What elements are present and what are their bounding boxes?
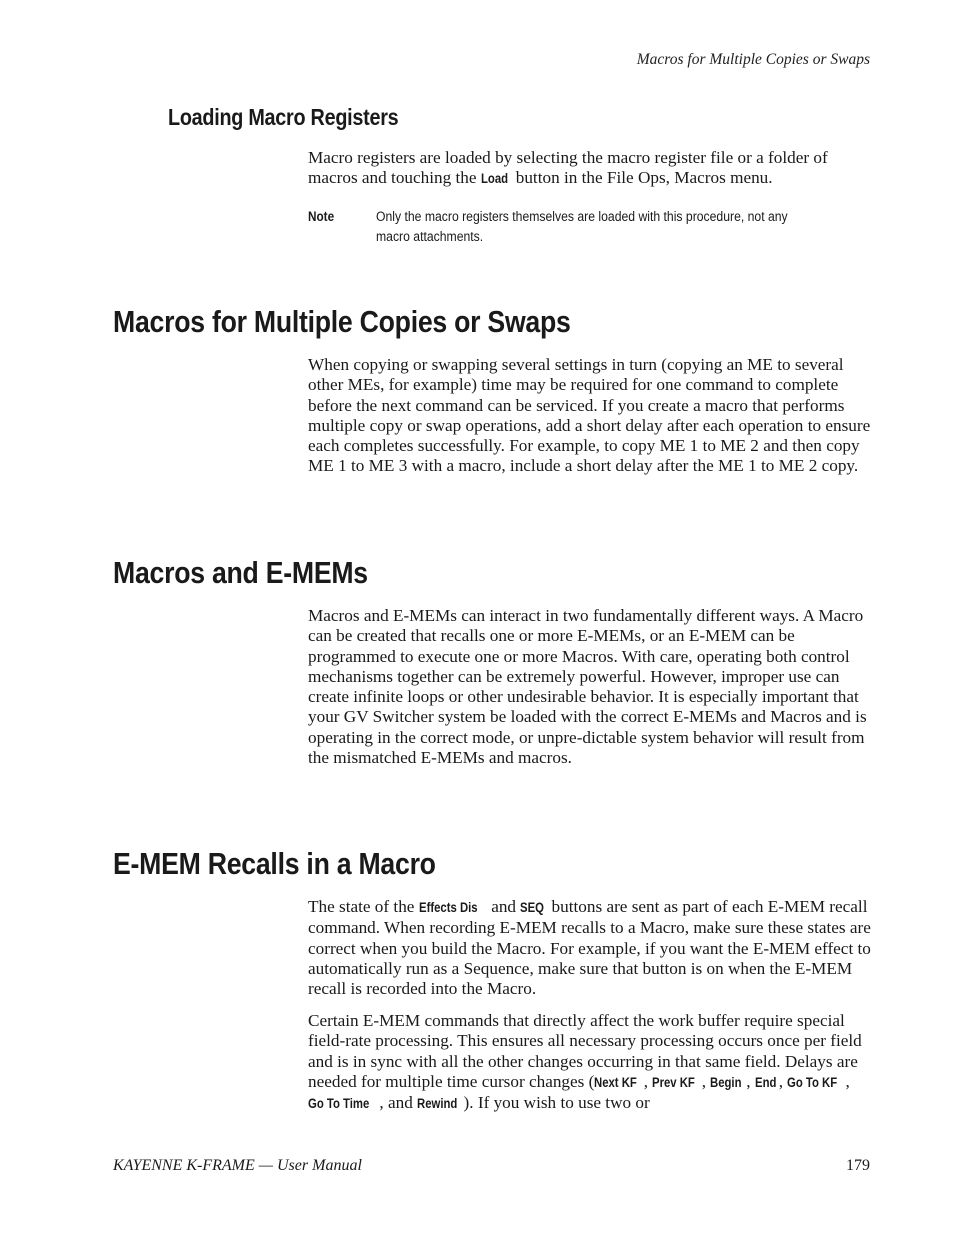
text-fragment: and bbox=[491, 897, 517, 916]
rewind-label: Rewind bbox=[417, 1096, 458, 1112]
heading-loading-macro-registers: Loading Macro Registers bbox=[168, 104, 399, 130]
text-fragment: Macro registers are loaded by selecting the macro register file or a folder of macros and touching the bbox=[308, 148, 828, 188]
heading-macros-and-emems: Macros and E-MEMs bbox=[113, 555, 368, 590]
text-fragment: The state of the bbox=[308, 897, 415, 916]
running-header: Macros for Multiple Copies or Swaps bbox=[636, 51, 870, 68]
effects-dis-button-label: Effects Dis bbox=[418, 900, 478, 915]
heading-macros-multiple-copies: Macros for Multiple Copies or Swaps bbox=[113, 304, 571, 339]
note-text bbox=[376, 208, 858, 247]
go-to-time-label: Go To Time bbox=[308, 1096, 370, 1112]
footer-manual-title: KAYENNE K-FRAME — User Manual bbox=[113, 1157, 362, 1174]
paragraph-loading bbox=[308, 148, 872, 190]
heading-emem-recalls: E-MEM Recalls in a Macro bbox=[113, 846, 436, 881]
paragraph-recalls-2: Certain E-MEM commands that directly affect the work buffer require special field-rate processing. This ensures all necessary processing occurs once per field and is in sync with all the other changes occurring in that same field. Delays are needed for multiple time cursor changes (Next KF , Prev KF , Begin , End , Go To KF , Go To Time , and Rewind ). If you wish to use two or bbox=[308, 1011, 872, 1114]
load-button-label: Load bbox=[480, 171, 508, 187]
text-fragment: button in the File Ops, Macros menu. bbox=[515, 168, 773, 188]
text-fragment: and bbox=[388, 1093, 413, 1113]
paragraph-copies: When copying or swapping several settings in turn (copying an ME to several other MEs, for example) time may be required for one command to complete before the next command can be serviced. If you create a macro that performs multiple copy or swap operations, add a short delay after each operation to ensure each completes successfully. For example, to copy ME 1 to ME 2 and then copy ME 1 to ME 3 with a macro, include a short delay after the ME 1 to ME 2 copy. bbox=[308, 355, 871, 476]
text-fragment: ). If you wish to use two or bbox=[463, 1093, 650, 1113]
note-line: Only the macro registers themselves are loaded with this procedure, not any bbox=[376, 209, 788, 225]
go-to-kf-label: Go To KF bbox=[787, 1074, 838, 1090]
end-label: End bbox=[754, 1074, 777, 1090]
prev-kf-label: Prev KF bbox=[652, 1074, 696, 1090]
note-label: Note bbox=[308, 208, 335, 224]
seq-button-label: SEQ bbox=[520, 900, 545, 915]
page-number: 179 bbox=[846, 1157, 870, 1174]
paragraph-recalls-1 bbox=[308, 897, 872, 999]
begin-label: Begin bbox=[710, 1074, 742, 1090]
text-fragment: Certain E-MEM commands that directly affect the work buffer require special field-rate processing. This ensures all necessary processing occurs once per field and is in sync with all the other changes occurring in that same field. Delays are needed for multiple time cursor changes ( bbox=[308, 1011, 862, 1091]
next-kf-label: Next KF bbox=[594, 1074, 638, 1090]
text-fragment: buttons are sent as part of each E-MEM recall command. When recording E-MEM recalls to a Macro, make sure these states are correct when you build the Macro. For example, if you want the E-MEM effect to automatically run as a Sequence, make sure that button is on when the E-MEM recall is recorded into the Macro. bbox=[308, 897, 871, 999]
paragraph-emems: Macros and E-MEMs can interact in two fundamentally different ways. A Macro can be created that recalls one or more E-MEMs, or an E-MEM can be programmed to execute one or more Macros. With care, operating both control mechanisms together can be extremely powerful. However, improper use can create infinite loops or other undesirable behavior. It is especially important that your GV Switcher system be loaded with the correct E-MEMs and Macros and is operating in the correct mode, or unpre-dictable system behavior will result from the mismatched E-MEMs and macros. bbox=[308, 606, 867, 768]
note-line: macro attachments. bbox=[376, 228, 484, 245]
